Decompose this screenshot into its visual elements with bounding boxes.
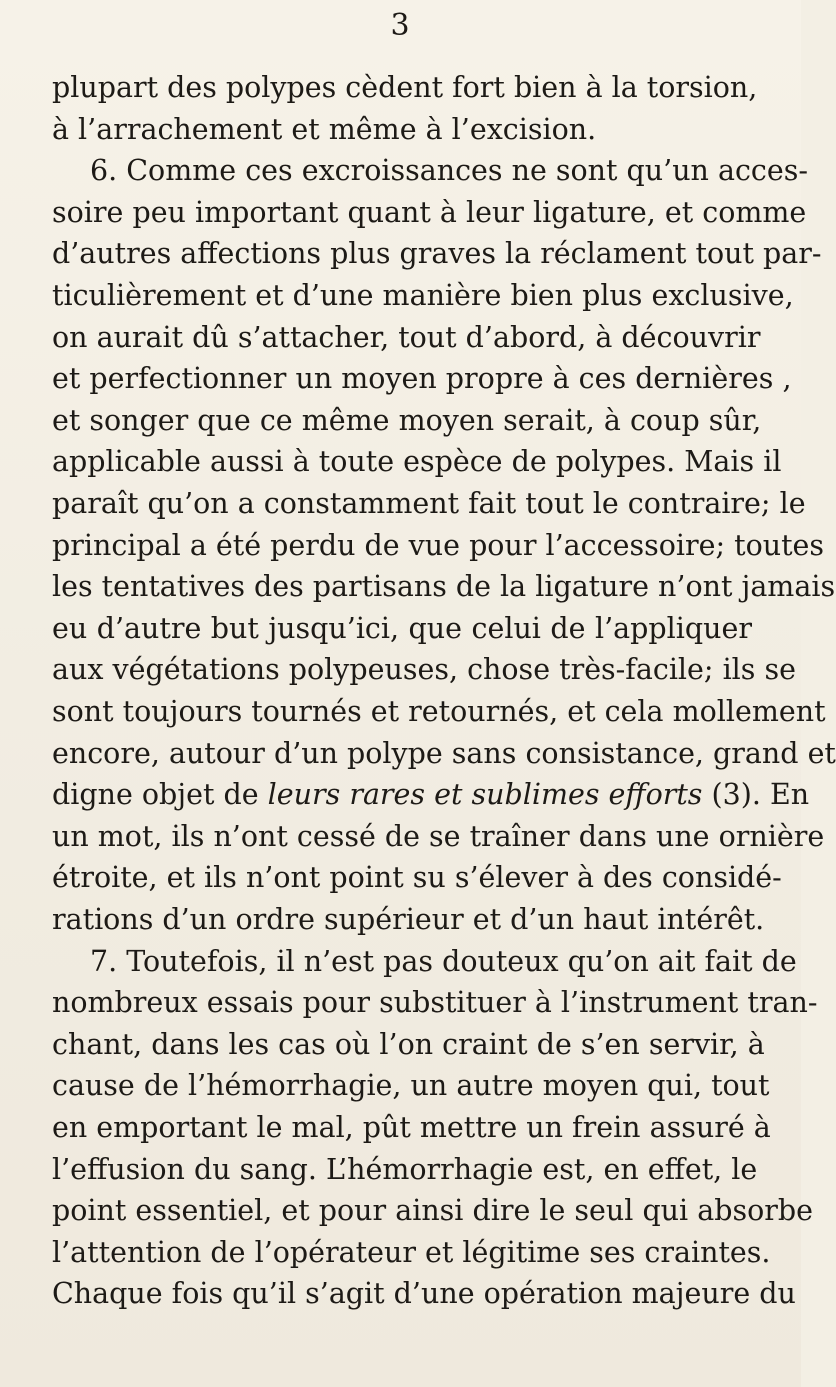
text-fragment: un mot, ils n’ont cessé de se traîner dans une ornière — [52, 819, 825, 853]
text-fragment: plupart des polypes cèdent fort bien à la torsion, — [52, 71, 758, 104]
text-fragment: eu d’autre but jusqu’ici, que celui de l’appliquer — [52, 611, 752, 645]
text-fragment: sont toujours tournés et retournés, et cela mollement — [52, 695, 826, 728]
text-fragment: soire peu important quant à leur ligature, et comme — [52, 195, 807, 229]
text-fragment: 7. Toutefois, il n’est pas douteux qu’on ait fait de — [90, 944, 797, 978]
text-line — [52, 692, 826, 732]
text-line — [52, 359, 792, 399]
text-line — [52, 567, 836, 607]
text-line — [52, 650, 796, 690]
text-line — [90, 942, 797, 982]
text-fragment: d’autres affections plus graves la réclament tout par- — [52, 237, 822, 271]
text-fragment: en emportant le mal, pût mettre un frein assuré à — [52, 1111, 771, 1144]
text-fragment: nombreux essais pour substituer à l’instrument tran- — [52, 986, 818, 1020]
text-fragment: digne objet de — [52, 778, 268, 812]
text-line — [52, 1274, 796, 1314]
text-line — [52, 775, 810, 815]
text-line — [52, 68, 758, 108]
text-line — [52, 484, 806, 524]
text-line — [52, 193, 807, 233]
page-number: 3 — [390, 8, 411, 43]
text-fragment: l’effusion du sang. L’hémorrhagie est, en effet, le — [52, 1152, 758, 1186]
text-line — [52, 1066, 770, 1106]
text-fragment: on aurait dû s’attacher, tout d’abord, à découvrir — [52, 320, 761, 354]
text-fragment: ticulièrement et d’une manière bien plus exclusive, — [52, 279, 794, 312]
text-fragment: (3). En — [702, 778, 810, 812]
text-fragment: étroite, et ils n’ont point su s’élever à des considé- — [52, 861, 782, 895]
text-line — [52, 442, 782, 482]
text-fragment: rations d’un ordre supérieur et d’un haut intérêt. — [52, 903, 765, 936]
text-line — [52, 526, 825, 566]
text-line — [52, 110, 752, 150]
text-fragment: encore, autour d’un polype sans consistance, grand et — [52, 736, 836, 770]
text-fragment: cause de l’hémorrhagie, un autre moyen qui, tout — [52, 1069, 770, 1103]
text-line — [52, 1191, 813, 1231]
text-fragment: et perfectionner un moyen propre à ces dernières , — [52, 362, 792, 396]
text-line — [52, 858, 782, 898]
text-line — [52, 983, 818, 1023]
text-line — [52, 401, 762, 441]
text-fragment: 6. Comme ces excroissances ne sont qu’un acces- — [90, 154, 809, 188]
text-fragment: chant, dans les cas où l’on craint de s’en servir, à — [52, 1027, 765, 1061]
text-line — [52, 1150, 758, 1190]
text-line — [90, 151, 809, 191]
text-fragment: applicable aussi à toute espèce de polypes. Mais il — [52, 445, 782, 479]
text-line — [52, 609, 752, 649]
text-fragment: principal a été perdu de vue pour l’accessoire; toutes — [52, 528, 825, 562]
italic-phrase: leurs rares et sublimes efforts — [267, 778, 703, 812]
text-line — [52, 1233, 771, 1273]
text-line — [52, 900, 765, 940]
text-line — [52, 276, 794, 316]
text-fragment: Chaque fois qu’il s’agit d’une opération majeure du — [52, 1277, 796, 1311]
text-fragment: aux végétations polypeuses, chose très-facile; ils se — [52, 653, 796, 687]
text-fragment: à l’arrachement et même à l’excision. — [52, 112, 597, 146]
text-line — [52, 817, 825, 857]
text-line — [52, 318, 761, 358]
text-fragment: les tentatives des partisans de la ligature n’ont jamais — [52, 570, 836, 604]
text-fragment: l’attention de l’opérateur et légitime ses craintes. — [52, 1235, 771, 1269]
text-line — [52, 734, 836, 774]
text-line — [52, 1108, 771, 1148]
text-fragment: paraît qu’on a constamment fait tout le contraire; le — [52, 487, 806, 520]
text-fragment: point essentiel, et pour ainsi dire le seul qui absorbe — [52, 1194, 813, 1228]
text-line — [52, 1025, 765, 1065]
text-fragment: et songer que ce même moyen serait, à coup sûr, — [52, 403, 762, 437]
text-line — [52, 234, 822, 274]
